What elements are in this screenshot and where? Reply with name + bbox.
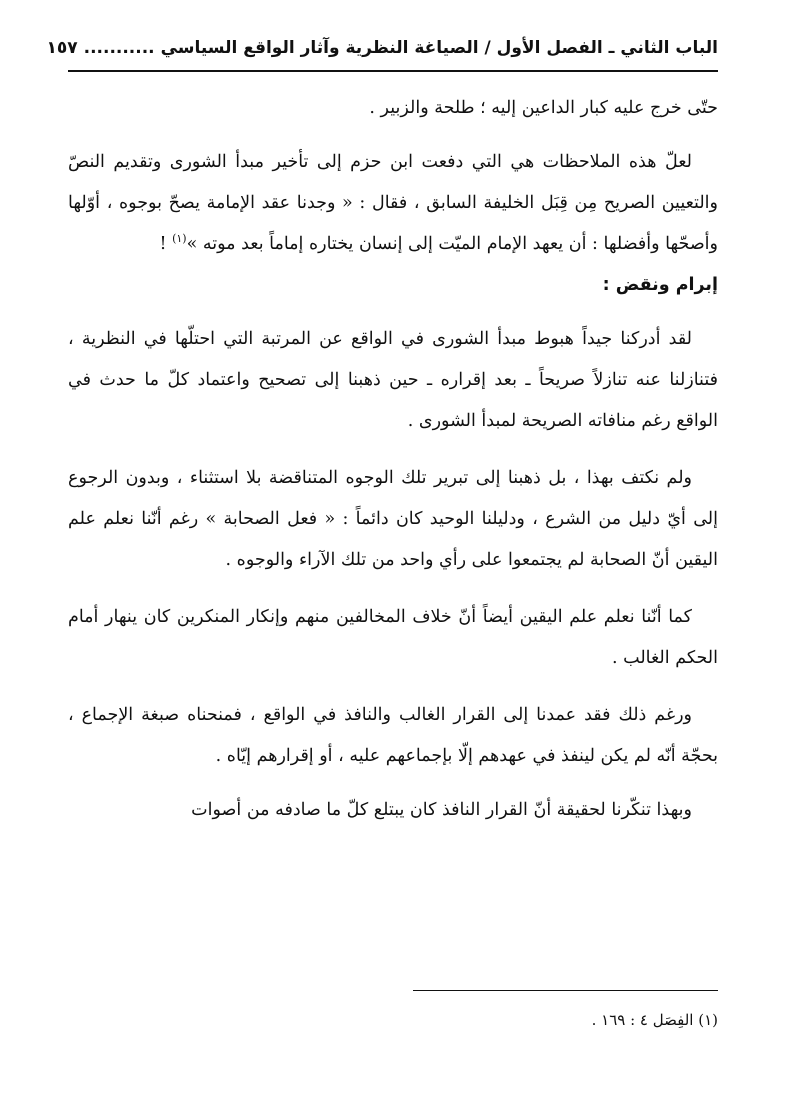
footnote-1: (١) الفِصَل ٤ : ١٦٩ . [591,1011,718,1029]
book-page [46,30,718,1090]
footnote-ref-1[interactable]: (١) [172,232,187,246]
footnote-rule [413,990,718,991]
paragraph-2-text: لعلّ هذه الملاحظات هي التي دفعت ابن حزم إلى تأخير مبدأ الشورى وتقديم النصّ والتعيين الصريح مِن قِبَل الخليفة السابق ، فقال : « وجدنا عقد الإمامة يصحّ بوجوه ، أوّلها وأصحّها وأفضلها : أن يعهد الإمام الميّت إلى إنسان يختاره إماماً بعد موته » [68,152,718,254]
paragraph-5: كما أنّنا نعلم علم اليقين أيضاً أنّ خلاف المخالفين منهم وإنكار المنكرين كان ينهار أمام الحكم الغالب . [68,607,718,668]
paragraph-2-end: ! [159,234,173,254]
running-header: الباب الثاني ـ الفصل الأول / الصياغة النظرية وآثار الواقع السياسي ........... ١٥٧ [46,38,718,58]
paragraph-4: ولم نكتف بهذا ، بل ذهبنا إلى تبرير تلك الوجوه المتناقضة بلا استثناء ، وبدون الرجوع إلى أيّ دليل من الشرع ، ودليلنا الوحيد كان دائماً : « فعل الصحابة » رغم أنّنا نعلم علم اليقين أنّ الصحابة لم يجتمعوا على رأي واحد من تلك الآراء والوجوه . [68,468,718,570]
section-heading: إبرام ونقض : [602,275,718,295]
paragraph-3: لقد أدركنا جيداً هبوط مبدأ الشورى في الواقع عن المرتبة التي احتلّها في النظرية ، فتنازلنا عنه تنازلاً صريحاً ـ بعد إقراره ـ حين ذهبنا إلى تصحيح واعتماد كلّ ما حدث في الواقع رغم منافاته الصريحة لمبدأ الشورى . [68,329,718,431]
page-body [68,88,718,831]
header-rule [68,70,718,72]
paragraph-1: حتّى خرج عليه كبار الداعين إليه ؛ طلحة والزبير . [369,98,718,118]
paragraph-2 [68,142,718,265]
paragraph-7: وبهذا تنكّرنا لحقيقة أنّ القرار النافذ كان يبتلع كلّ ما صادفه من أصوات [191,800,692,820]
paragraph-6: ورغم ذلك فقد عمدنا إلى القرار الغالب والنافذ في الواقع ، فمنحناه صبغة الإجماع ، بحجّة أنّه لم يكن لينفذ في عهدهم إلّا بإجماعهم عليه ، أو إقرارهم إيّاه . [68,705,718,766]
